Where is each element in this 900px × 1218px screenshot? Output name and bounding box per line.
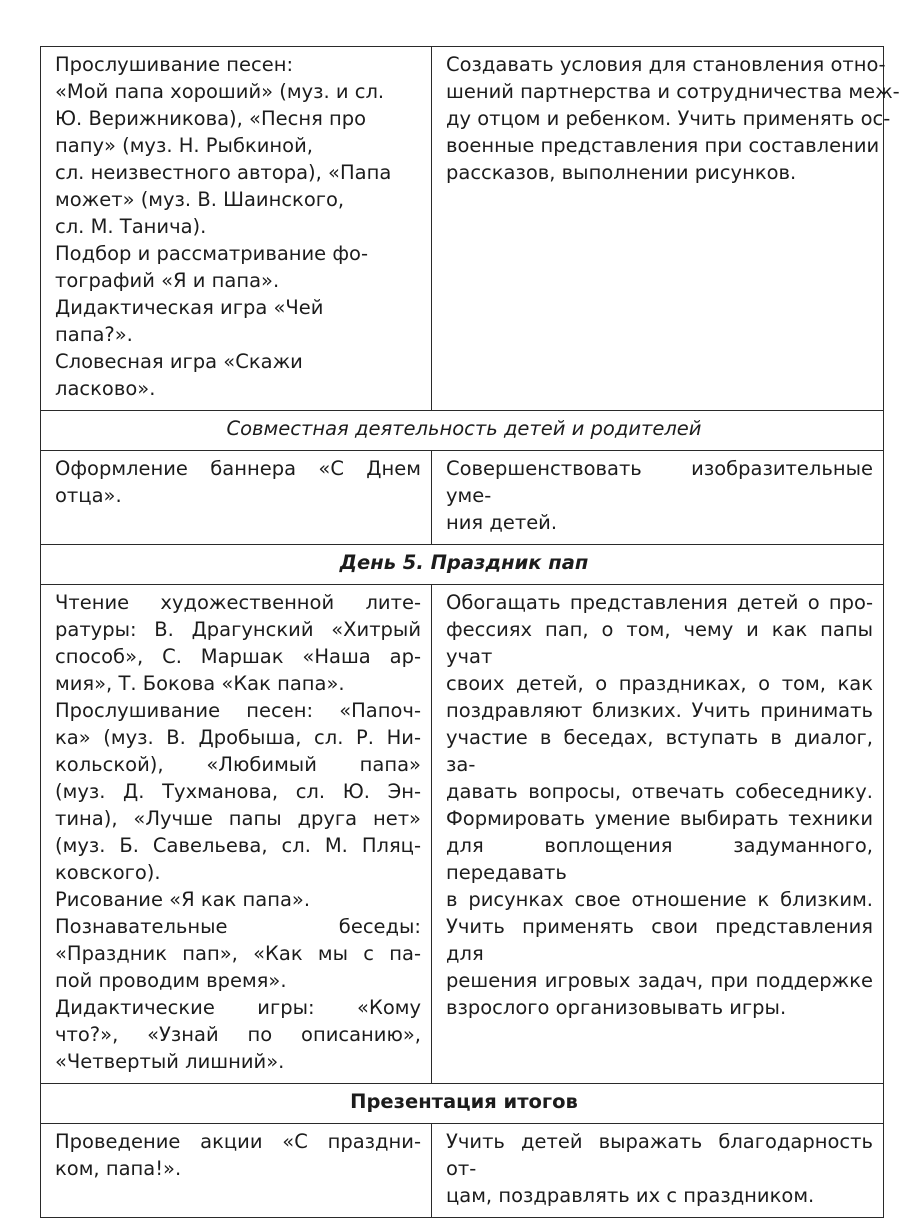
section-row bbox=[41, 545, 884, 585]
text-line: фессиях пап, о том, чему и как папы учат bbox=[446, 618, 873, 668]
text-line: Совершенствовать изобразительные уме- bbox=[446, 457, 873, 507]
text-line: может» (муз. В. Шаинского, bbox=[55, 188, 345, 211]
goals-cell bbox=[432, 585, 884, 1084]
text-line: (муз. Д. Тухманова, сл. Ю. Эн- bbox=[55, 780, 421, 803]
activities-cell bbox=[41, 47, 432, 411]
text-line: Дидактическая игра «Чей bbox=[55, 296, 324, 319]
text-line: «Праздник пап», «Как мы с па- bbox=[55, 942, 421, 965]
text-line: кольской), «Любимый папа» bbox=[55, 753, 421, 776]
text-line: тина), «Лучше папы друга нет» bbox=[55, 807, 421, 830]
activity-table bbox=[40, 46, 900, 1218]
activities-cell bbox=[41, 451, 432, 545]
text-line: Рисование «Я как папа». bbox=[55, 888, 311, 911]
activities-cell bbox=[41, 1124, 432, 1218]
activities-cell bbox=[41, 585, 432, 1084]
text-line: папу» (муз. Н. Рыбкиной, bbox=[55, 134, 313, 157]
text-line: сл. неизвестного автора), «Папа bbox=[55, 161, 392, 184]
text-line: цам, поздравлять их с праздником. bbox=[446, 1184, 815, 1207]
text-line: Оформление баннера «С Днем bbox=[55, 457, 421, 480]
goals-cell bbox=[432, 47, 900, 411]
section-presentation-results: Презентация итогов bbox=[41, 1084, 884, 1124]
text-line: для воплощения задуманного, передавать bbox=[446, 834, 873, 884]
table-row bbox=[41, 47, 884, 411]
goals-cell bbox=[432, 451, 884, 545]
text-line: военные представления при составлении bbox=[446, 134, 880, 157]
text-line: Дидактические игры: «Кому bbox=[55, 996, 421, 1019]
text-line: решения игровых задач, при поддержке bbox=[446, 969, 873, 992]
text-line: участие в беседах, вступать в диалог, за- bbox=[446, 726, 873, 776]
activity-table-body bbox=[41, 47, 900, 1218]
text-line: Проведение акции «С праздни- bbox=[55, 1130, 421, 1153]
text-line: тографий «Я и папа». bbox=[55, 269, 280, 292]
text-line: (муз. Б. Савельева, сл. М. Пляц- bbox=[55, 834, 421, 857]
text-line: шений партнерства и сотрудничества меж- bbox=[446, 80, 900, 103]
text-line: Учить детей выражать благодарность от- bbox=[446, 1130, 873, 1180]
text-line: Познавательные беседы: bbox=[55, 915, 421, 938]
text-line: Прослушивание песен: bbox=[55, 53, 294, 76]
text-line: Обогащать представления детей о про- bbox=[446, 591, 873, 614]
section-row bbox=[41, 1084, 884, 1124]
text-line: сл. М. Танича). bbox=[55, 215, 207, 238]
text-line: что?», «Узнай по описанию», bbox=[55, 1023, 421, 1046]
text-line: ния детей. bbox=[446, 511, 558, 534]
text-line: способ», С. Маршак «Наша ар- bbox=[55, 645, 421, 668]
text-line: в рисунках свое отношение к близким. bbox=[446, 888, 873, 911]
table-row bbox=[41, 451, 884, 545]
text-line: ком, папа!». bbox=[55, 1157, 182, 1180]
table-row bbox=[41, 585, 884, 1084]
text-line: Формировать умение выбирать техники bbox=[446, 807, 873, 830]
text-line: Прослушивание песен: «Папоч- bbox=[55, 699, 421, 722]
table-row bbox=[41, 1124, 884, 1218]
text-line: Словесная игра «Скажи bbox=[55, 350, 303, 373]
text-line: рассказов, выполнении рисунков. bbox=[446, 161, 797, 184]
text-line: давать вопросы, отвечать собеседнику. bbox=[446, 780, 873, 803]
text-line: своих детей, о праздниках, о том, как bbox=[446, 672, 873, 695]
text-line: Чтение художественной лите- bbox=[55, 591, 421, 614]
text-line: Создавать условия для становления отно- bbox=[446, 53, 886, 76]
text-line: ка» (муз. В. Дробыша, сл. Р. Ни- bbox=[55, 726, 421, 749]
text-line: Учить применять свои представления для bbox=[446, 915, 873, 965]
text-line: отца». bbox=[55, 484, 122, 507]
goals-cell bbox=[432, 1124, 884, 1218]
section-day5-title: День 5. Праздник пап bbox=[41, 545, 884, 585]
text-line: поздравляют близких. Учить принимать bbox=[446, 699, 873, 722]
text-line: ду отцом и ребенком. Учить применять ос- bbox=[446, 107, 891, 130]
text-line: ласково». bbox=[55, 377, 156, 400]
text-line: ратуры: В. Драгунский «Хитрый bbox=[55, 618, 421, 641]
text-line: ковского). bbox=[55, 861, 161, 884]
text-line: Подбор и рассматривание фо- bbox=[55, 242, 369, 265]
text-line: пой проводим время». bbox=[55, 969, 287, 992]
text-line: взрослого организовывать игры. bbox=[446, 996, 787, 1019]
section-joint-activity: Совместная деятельность детей и родителей bbox=[41, 411, 884, 451]
text-line: «Четвертый лишний». bbox=[55, 1050, 285, 1073]
text-line: мия», Т. Бокова «Как папа». bbox=[55, 672, 345, 695]
text-line: «Мой папа хороший» (муз. и сл. bbox=[55, 80, 385, 103]
text-line: Ю. Верижникова), «Песня про bbox=[55, 107, 367, 130]
section-row bbox=[41, 411, 884, 451]
text-line: папа?». bbox=[55, 323, 133, 346]
